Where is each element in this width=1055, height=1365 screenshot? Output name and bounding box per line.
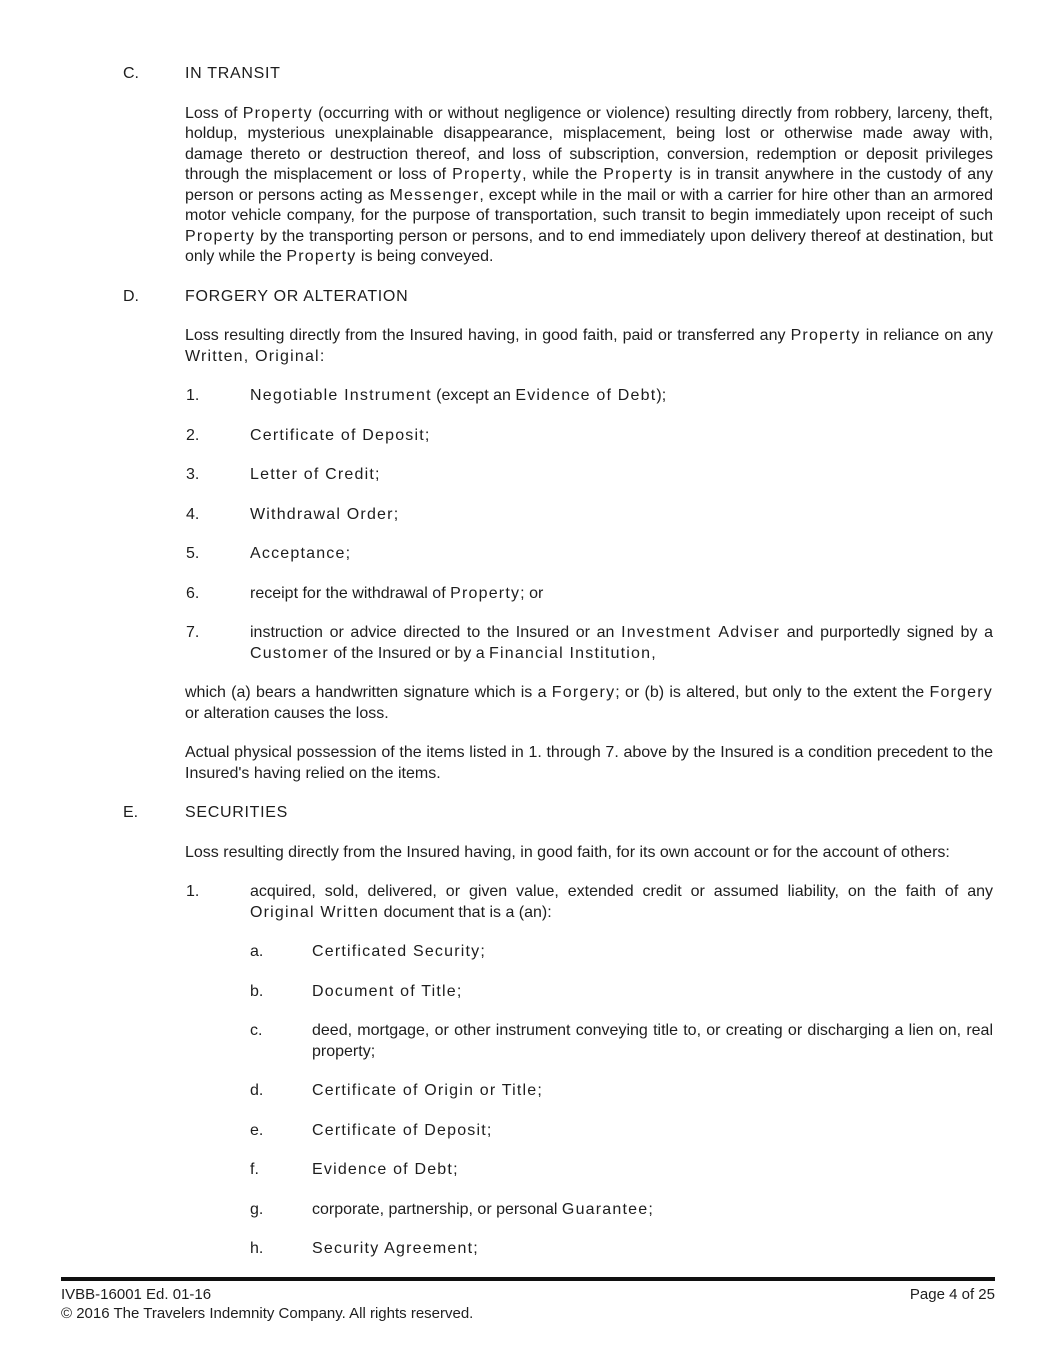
text-run: :	[319, 347, 325, 365]
text-run: Loss resulting directly from the Insured having, in good faith, paid or transferred any	[185, 327, 791, 344]
list-item-7-10	[186, 623, 993, 664]
paragraph-1	[185, 104, 993, 268]
text-run: deed, mortgage, or other instrument conveying title to, or creating or discharging a lien on, real property;	[312, 1022, 993, 1060]
footer-line-2	[61, 1304, 995, 1323]
section-title: SECURITIES	[185, 804, 289, 821]
list-item-d-19	[250, 1081, 993, 1102]
text-run: of the Insured or by a	[328, 644, 490, 662]
defined-term: Evidence of Debt	[515, 387, 657, 404]
defined-term: Certificated Security	[312, 943, 481, 960]
defined-term: Property	[185, 227, 256, 245]
text-run: );	[656, 387, 667, 404]
item-marker: h.	[250, 1240, 264, 1257]
text-run: ;	[345, 545, 351, 562]
section-heading-c	[0, 64, 993, 85]
text-run: ;	[537, 1082, 542, 1099]
defined-term: Letter of Credit	[250, 466, 376, 483]
defined-term: Forgery	[551, 684, 616, 701]
item-marker: 5.	[186, 545, 200, 562]
defined-term: Withdrawal Order	[250, 505, 394, 523]
list-item-f-21	[250, 1160, 993, 1181]
text-run: ; or	[520, 584, 544, 602]
defined-term: Property	[450, 584, 521, 602]
text-run: receipt for the withdrawal of	[250, 584, 451, 602]
defined-term: Property	[242, 104, 313, 122]
form-number: IVBB-16001 Ed. 01-16	[61, 1286, 212, 1303]
defined-term: Investment Adviser	[621, 624, 781, 641]
item-marker: 6.	[186, 584, 200, 602]
defined-term: Messenger	[389, 186, 480, 204]
paragraph-14	[185, 843, 993, 864]
item-marker: f.	[250, 1161, 259, 1178]
text-run: and purportedly signed by a	[780, 624, 994, 641]
paragraph-11	[185, 683, 993, 724]
list-item-1-15	[186, 882, 993, 923]
page-indicator: Page 4 of 25	[909, 1286, 995, 1303]
item-marker: g.	[250, 1200, 264, 1218]
section-heading-d	[0, 287, 993, 308]
text-run: by the transporting person or persons, and to end immediately upon delivery thereof at destination, but only while the	[185, 227, 993, 265]
list-item-h-23	[250, 1239, 993, 1260]
defined-term: Document of Title	[312, 982, 457, 1000]
defined-term: Financial Institution	[489, 644, 652, 662]
text-run: in reliance on any	[860, 327, 994, 344]
text-run: instruction or advice directed to the Insured or an	[250, 624, 622, 641]
section-letter: D.	[123, 287, 139, 305]
text-run: ;	[456, 982, 462, 1000]
section-title: FORGERY OR ALTERATION	[185, 287, 409, 305]
defined-term: Negotiable Instrument	[250, 387, 432, 404]
defined-term: Customer	[250, 644, 329, 662]
text-run: ;	[486, 1121, 492, 1139]
defined-term: Certificate of Deposit	[250, 426, 425, 444]
item-marker: 1.	[186, 883, 200, 900]
list-item-g-22	[250, 1200, 993, 1221]
text-run: or alteration causes the loss.	[185, 704, 389, 722]
footer-divider	[61, 1277, 995, 1281]
item-text	[312, 1239, 993, 1260]
text-run: (occurring with or without negligence or violence) resulting directly from robbery, larceny, theft, holdup, mysterious unexplainable disappearance, misplacement, being lost or otherwise made away with, damage thereto or destruction thereof, and loss of subscription, conversion, redemption or deposit privileges through the misplacement or loss of	[185, 104, 994, 183]
item-text	[250, 505, 993, 526]
item-text	[250, 426, 993, 447]
item-text	[312, 1200, 993, 1221]
list-item-5-8	[186, 544, 993, 565]
item-marker: b.	[250, 982, 264, 1000]
text-run: ,	[651, 644, 656, 662]
text-run: document that is a (an):	[379, 903, 552, 921]
item-text	[250, 544, 993, 565]
item-marker: e.	[250, 1121, 264, 1139]
item-text	[250, 623, 993, 664]
text-run: , except while in the mail or with a carrier for hire other than an armored motor vehicle company, for the purpose of transportation, such transit to begin immediately upon receipt of such	[185, 186, 994, 224]
defined-term: Acceptance	[250, 545, 346, 562]
text-run: ;	[480, 943, 485, 960]
document-body	[0, 64, 993, 1279]
defined-term: Certificate of Deposit	[312, 1121, 487, 1139]
defined-term: Written, Original	[185, 347, 320, 365]
list-item-b-17	[250, 982, 993, 1003]
text-run: ;	[648, 1200, 653, 1218]
defined-term: Property	[603, 166, 674, 183]
defined-term: Forgery	[929, 684, 993, 701]
item-text	[312, 1021, 993, 1062]
section-title: IN TRANSIT	[185, 65, 281, 82]
item-text	[250, 386, 993, 407]
text-run: ;	[453, 1161, 458, 1178]
item-marker: a.	[250, 943, 264, 960]
paragraph-3	[185, 326, 993, 367]
item-marker: 2.	[186, 426, 200, 444]
item-text	[312, 1160, 993, 1181]
defined-term: Original Written	[250, 903, 380, 921]
item-text	[250, 882, 993, 923]
text-run: Loss resulting directly from the Insured having, in good faith, for its own account or for the account of others:	[185, 843, 950, 861]
defined-term: Guarantee	[561, 1200, 649, 1218]
defined-term: Evidence of Debt	[312, 1161, 454, 1178]
item-text	[312, 1121, 993, 1142]
defined-term: Property	[790, 327, 861, 344]
list-item-e-20	[250, 1121, 993, 1142]
item-marker: 3.	[186, 466, 200, 483]
text-run: ; or (b) is altered, but only to the extent the	[615, 684, 930, 701]
text-run: acquired, sold, delivered, or given value, extended credit or assumed liability, on the faith of any	[250, 883, 993, 900]
defined-term: Property	[286, 248, 357, 265]
paragraph-12	[185, 743, 993, 784]
text-run: (except an	[431, 387, 516, 404]
item-text	[312, 942, 993, 963]
list-item-3-6	[186, 465, 993, 486]
text-run: , while the	[522, 166, 604, 183]
text-run: Loss of	[185, 104, 243, 122]
copyright-notice: © 2016 The Travelers Indemnity Company. All rights reserved.	[61, 1305, 474, 1322]
item-marker: 7.	[186, 624, 200, 641]
text-run: is being conveyed.	[356, 248, 494, 265]
section-heading-e	[0, 803, 993, 824]
item-marker: c.	[250, 1022, 263, 1039]
list-item-4-7	[186, 505, 993, 526]
text-run: ;	[424, 426, 430, 444]
text-run: ;	[375, 466, 380, 483]
list-item-2-5	[186, 426, 993, 447]
defined-term: Security Agreement	[312, 1240, 474, 1257]
text-run: which (a) bears a handwritten signature which is a	[185, 684, 552, 701]
item-marker: 1.	[186, 387, 200, 404]
item-text	[312, 1081, 993, 1102]
text-run: is in transit anywhere in the custody of any person or persons acting as	[185, 166, 994, 204]
item-text	[250, 584, 993, 605]
list-item-1-4	[186, 386, 993, 407]
text-run: Actual physical possession of the items listed in 1. through 7. above by the Insured is a condition precedent to the Insured's having relied on the items.	[185, 744, 993, 782]
text-run: ;	[473, 1240, 478, 1257]
item-text	[250, 465, 993, 486]
page-footer	[61, 1277, 995, 1323]
item-marker: 4.	[186, 505, 200, 523]
footer-line-1	[61, 1285, 995, 1304]
text-run: corporate, partnership, or personal	[312, 1200, 562, 1218]
section-letter: C.	[123, 65, 139, 82]
defined-term: Property	[452, 166, 523, 183]
text-run: ;	[393, 505, 399, 523]
list-item-a-16	[250, 942, 993, 963]
defined-term: Certificate of Origin or Title	[312, 1082, 538, 1099]
item-marker: d.	[250, 1082, 264, 1099]
list-item-6-9	[186, 584, 993, 605]
item-text	[312, 982, 993, 1003]
section-letter: E.	[123, 804, 139, 821]
list-item-c-18	[250, 1021, 993, 1062]
